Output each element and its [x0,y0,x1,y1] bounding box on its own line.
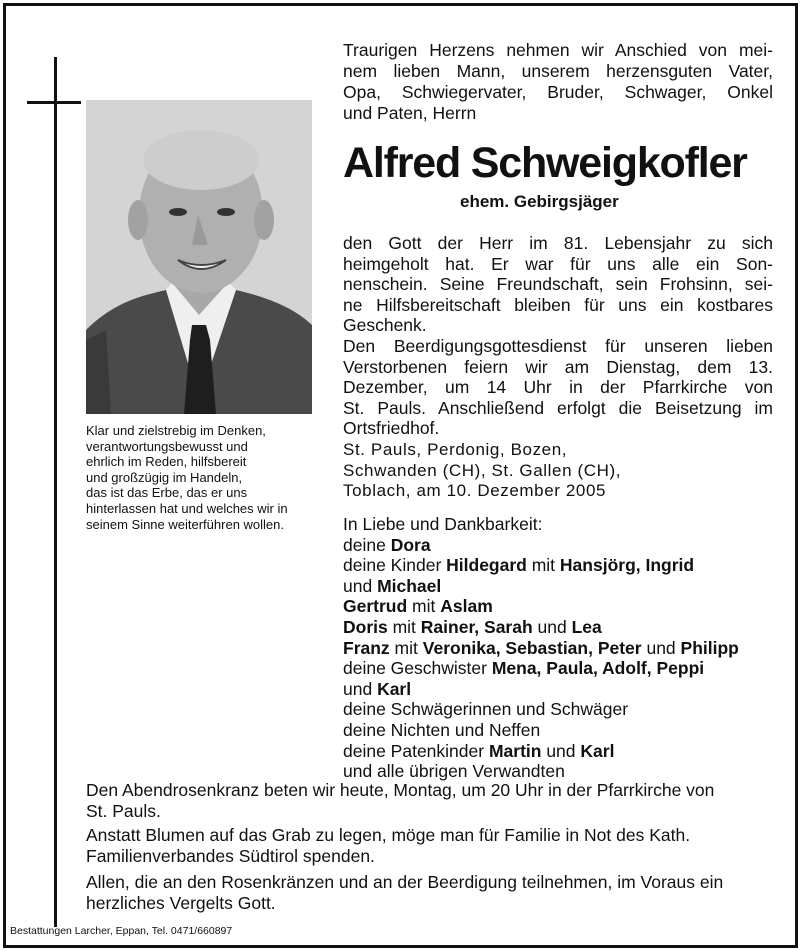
rosary-note [86,780,776,821]
family-line [343,679,773,700]
caption-line: das ist das Erbe, das er uns [86,485,248,501]
family-text: mit [387,616,421,637]
paragraph-line: den Gott der Herr im 81. Lebensjahr zu sich [343,233,773,253]
family-name: Franz [343,637,390,658]
family-name: Mena, Paula, Adolf, Peppi [491,658,705,679]
flowers-line: Familienverbandes Südtirol spenden. [86,845,375,866]
family-name: Veronika, Sebastian, Peter [422,637,642,658]
family-text: und [641,637,681,658]
family-line [343,741,773,762]
family-text: mit [389,637,423,658]
family-line [343,576,773,597]
family-name: Karl [580,740,615,761]
paragraph-line: Geschenk. [343,315,427,335]
paragraph-line: St. Pauls. Anschließend erfolgt die Beisetzung im [343,397,773,418]
family-text: deine Geschwister [343,658,492,679]
family-list [343,514,773,782]
paragraph-line: Verstorbenen feiern wir am Dienstag, dem 13. [343,356,773,377]
family-name: Doris [343,616,388,637]
family-name: Hildegard [446,555,527,576]
family-name: Philipp [680,637,739,658]
family-line [343,617,773,638]
family-name: Lea [571,616,602,637]
intro-line: Opa, Schwiegervater, Bruder, Schwager, Onkel [343,82,773,102]
family-text: deine Kinder [343,555,447,576]
family-name: Rainer, Sarah [420,616,533,637]
deceased-title: ehem. Gebirgsjäger [460,192,619,211]
family-name: Gertrud [343,596,408,617]
family-text: und [532,616,572,637]
paragraph-line: heimgeholt hat. Er war für uns alle ein Son- [343,253,773,274]
cross-icon [54,57,57,927]
family-line [343,535,773,556]
paragraph-line: ne Hilfsbereitschaft bleiben für uns ein kostbares [343,294,773,315]
paragraph-funeral [343,336,773,439]
family-name: Karl [377,678,412,699]
intro-line: Traurigen Herzens nehmen wir Anschied von mei- [343,40,773,60]
thanks-line: herzliches Vergelts Gott. [86,892,276,913]
family-line: und alle übrigen Verwandten [343,761,565,782]
family-name: Hansjörg, Ingrid [559,555,695,576]
funeral-home-footer: Bestattungen Larcher, Eppan, Tel. 0471/660897 [10,925,233,937]
paragraph-line: nenschein. Seine Freundschaft, sein Frohsinn, sei- [343,274,773,294]
family-line [343,555,773,576]
rosary-line: St. Pauls. [86,800,161,821]
paragraph-passing [343,233,773,336]
caption-line: Klar und zielstrebig im Denken, [86,423,266,438]
family-line: deine Nichten und Neffen [343,719,541,740]
photo-caption [86,423,326,532]
paragraph-line: Dezember, um 14 Uhr in der Pfarrkirche von [343,377,773,397]
family-text: mit [407,596,441,617]
family-heading: In Liebe und Dankbarkeit: [343,514,543,534]
family-text: deine Patenkinder [343,740,489,761]
family-name: Michael [377,575,442,596]
thanks-line: Allen, die an den Rosenkränzen und an der Beerdigung teilnehmen, im Voraus ein [86,872,724,892]
paragraph-line: Den Beerdigungsgottesdienst für unseren lieben [343,336,773,356]
caption-line: hinterlassen hat und welches wir in [86,500,288,516]
family-text: und [343,678,378,699]
family-text: und [541,740,581,761]
family-name: Aslam [440,596,493,617]
family-name: Dora [390,534,431,555]
family-line: deine Schwägerinnen und Schwäger [343,699,629,720]
rosary-line: Den Abendrosenkranz beten wir heute, Montag, um 20 Uhr in der Pfarrkirche von [86,780,715,800]
places-and-date [343,440,773,502]
thanks-note [86,872,776,913]
paragraph-line: Ortsfriedhof. [343,418,440,438]
places-line: Toblach, am 10. Dezember 2005 [343,481,607,500]
family-name: Martin [488,740,542,761]
family-text: und [343,575,378,596]
deceased-name: Alfred Schweigkofler [343,139,747,187]
family-line [343,638,773,659]
caption-line: und großzügig im Handeln, [86,469,243,485]
intro-line: nem lieben Mann, unserem herzensguten Vater, [343,61,773,81]
flowers-line: Anstatt Blumen auf das Grab zu legen, möge man für Familie in Not des Kath. [86,825,691,845]
caption-line: seinem Sinne weiterführen wollen. [86,516,284,532]
intro-line: und Paten, Herrn [343,103,477,123]
family-line [343,658,773,679]
family-text: deine [343,534,391,555]
cross-icon-bar [27,101,81,104]
places-line: Schwanden (CH), St. Gallen (CH), [343,460,622,480]
places-line: St. Pauls, Perdonig, Bozen, [343,440,568,459]
family-line [343,596,773,617]
caption-line: verantwortungsbewusst und [86,438,248,454]
intro-text [343,40,773,124]
family-text: mit [526,555,560,576]
portrait-photo [86,100,312,414]
caption-line: ehrlich im Reden, hilfsbereit [86,454,247,470]
flowers-note [86,825,776,866]
